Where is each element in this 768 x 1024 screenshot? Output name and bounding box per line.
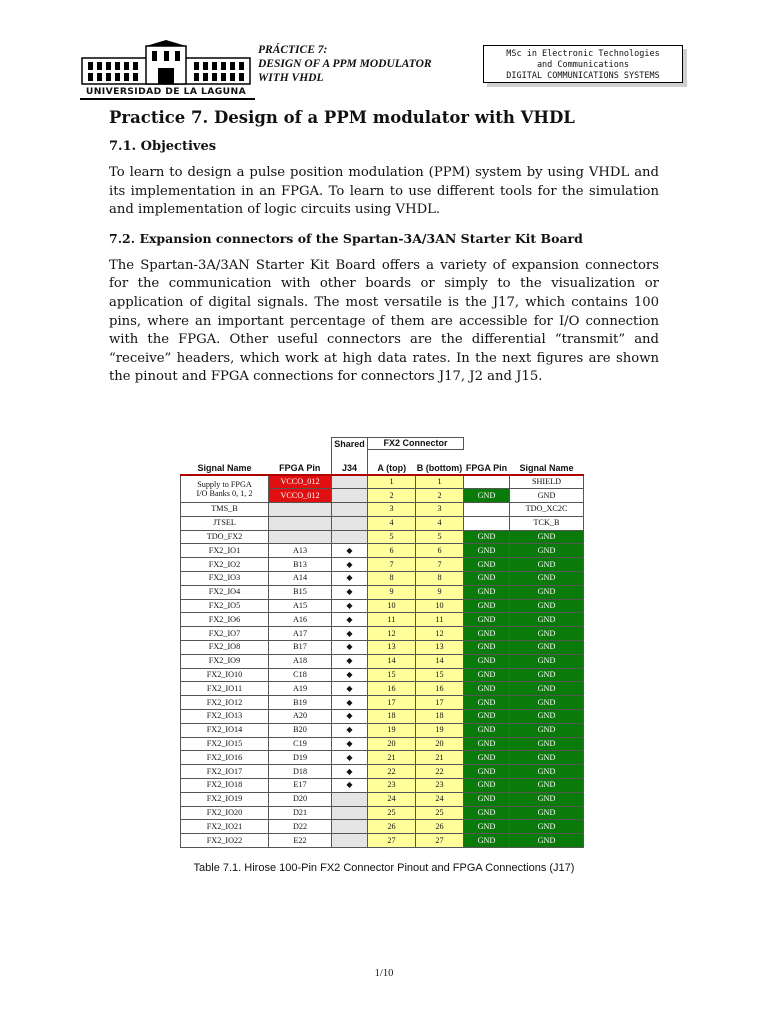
- cell-fpga-pin: A15: [269, 599, 332, 613]
- cell-fpga-pin-2: GND: [464, 820, 510, 834]
- cell-pin-a: 26: [368, 820, 416, 834]
- cell-fpga-pin: C19: [269, 737, 332, 751]
- cell-pin-a: 10: [368, 599, 416, 613]
- cell-signal-name: FX2_IO22: [181, 834, 269, 848]
- cell-pin-b: 7: [416, 558, 464, 572]
- cell-signal-name-2: GND: [510, 765, 584, 779]
- cell-pin-a: 11: [368, 613, 416, 627]
- cell-fpga-pin-2: GND: [464, 489, 510, 503]
- cell-signal-name: FX2_IO3: [181, 572, 269, 586]
- header-signal-name-2: Signal Name: [510, 450, 584, 475]
- cell-signal-name-2: GND: [510, 654, 584, 668]
- cell-signal-name: FX2_IO2: [181, 558, 269, 572]
- cell-fpga-pin-2: GND: [464, 641, 510, 655]
- course-info-box: MSc in Electronic Technologies and Communications DIGITAL COMMUNICATIONS SYSTEMS: [483, 45, 683, 83]
- cell-signal-name-2: GND: [510, 834, 584, 848]
- cell-signal-name-2: GND: [510, 489, 584, 503]
- cell-fpga-pin-2: GND: [464, 613, 510, 627]
- header-b-bottom: B (bottom): [416, 450, 464, 475]
- cell-fpga-pin: A17: [269, 627, 332, 641]
- cell-signal-name: TDO_FX2: [181, 530, 269, 544]
- cell-pin-a: 24: [368, 792, 416, 806]
- cell-pin-a: 1: [368, 475, 416, 489]
- cell-pin-b: 12: [416, 627, 464, 641]
- header-shared: Shared: [332, 438, 368, 450]
- cell-signal-name: FX2_IO19: [181, 792, 269, 806]
- cell-shared: ◆: [332, 544, 368, 558]
- cell-signal-name-2: GND: [510, 696, 584, 710]
- table-row: [181, 834, 584, 848]
- table-body: [181, 475, 584, 848]
- supply-label-line: I/O Banks 0, 1, 2: [196, 488, 253, 498]
- cell-fpga-pin: VCCO_012: [269, 475, 332, 489]
- cell-signal-name-2: GND: [510, 641, 584, 655]
- cell-shared: [332, 503, 368, 517]
- cell-fpga-pin: C18: [269, 668, 332, 682]
- cell-shared: ◆: [332, 641, 368, 655]
- cell-fpga-pin-2: GND: [464, 654, 510, 668]
- cell-signal-name-2: TDO_XC2C: [510, 503, 584, 517]
- table-caption: Table 7.1. Hirose 100-Pin FX2 Connector Pinout and FPGA Connections (J17): [193, 862, 575, 874]
- document-body: [109, 108, 659, 397]
- cell-pin-b: 2: [416, 489, 464, 503]
- cell-shared: ◆: [332, 779, 368, 793]
- page-title: Practice 7. Design of a PPM modulator with VHDL: [109, 108, 575, 127]
- cell-pin-a: 16: [368, 682, 416, 696]
- cell-pin-b: 3: [416, 503, 464, 517]
- cell-fpga-pin-2: GND: [464, 779, 510, 793]
- cell-signal-name-2: GND: [510, 806, 584, 820]
- cell-signal-name: FX2_IO12: [181, 696, 269, 710]
- cell-shared: ◆: [332, 710, 368, 724]
- table-row: [181, 654, 584, 668]
- cell-fpga-pin: A14: [269, 572, 332, 586]
- cell-fpga-pin-2: GND: [464, 558, 510, 572]
- cell-signal-name: JTSEL: [181, 516, 269, 530]
- table-row: [181, 599, 584, 613]
- cell-pin-a: 25: [368, 806, 416, 820]
- cell-pin-a: 17: [368, 696, 416, 710]
- cell-pin-b: 22: [416, 765, 464, 779]
- section-heading-expansion: 7.2. Expansion connectors of the Spartan-3A/3AN Starter Kit Board: [109, 230, 583, 246]
- header-j34: J34: [332, 450, 368, 475]
- cell-fpga-pin-2: GND: [464, 737, 510, 751]
- table-row: [181, 737, 584, 751]
- cell-pin-b: 11: [416, 613, 464, 627]
- cell-pin-b: 25: [416, 806, 464, 820]
- cell-shared: ◆: [332, 737, 368, 751]
- cell-fpga-pin: D21: [269, 806, 332, 820]
- cell-signal-name-2: GND: [510, 530, 584, 544]
- cell-shared: [332, 834, 368, 848]
- header-fx2-connector: FX2 Connector: [368, 438, 464, 450]
- cell-pin-a: 5: [368, 530, 416, 544]
- cell-pin-b: 21: [416, 751, 464, 765]
- page-header: [80, 40, 690, 100]
- cell-shared: ◆: [332, 723, 368, 737]
- cell-fpga-pin: [269, 503, 332, 517]
- cell-fpga-pin: B13: [269, 558, 332, 572]
- cell-shared: ◆: [332, 585, 368, 599]
- cell-signal-name-2: GND: [510, 668, 584, 682]
- cell-signal-name-2: GND: [510, 820, 584, 834]
- cell-signal-name: FX2_IO17: [181, 765, 269, 779]
- header-a-top: A (top): [368, 450, 416, 475]
- cell-signal-name: FX2_IO10: [181, 668, 269, 682]
- header-fpga-pin: FPGA Pin: [269, 450, 332, 475]
- cell-signal-name-2: TCK_B: [510, 516, 584, 530]
- cell-signal-name-2: GND: [510, 558, 584, 572]
- table-row: [181, 544, 584, 558]
- cell-pin-b: 1: [416, 475, 464, 489]
- cell-shared: [332, 516, 368, 530]
- cell-signal-name-2: GND: [510, 599, 584, 613]
- cell-fpga-pin: D19: [269, 751, 332, 765]
- table-row: [181, 792, 584, 806]
- cell-fpga-pin-2: GND: [464, 834, 510, 848]
- cell-pin-b: 24: [416, 792, 464, 806]
- cell-signal-name-2: GND: [510, 627, 584, 641]
- cell-signal-name: FX2_IO1: [181, 544, 269, 558]
- cell-shared: ◆: [332, 558, 368, 572]
- cell-signal-name: FX2_IO13: [181, 710, 269, 724]
- cell-signal-name-2: GND: [510, 737, 584, 751]
- cell-shared: ◆: [332, 682, 368, 696]
- cell-signal-name-2: GND: [510, 710, 584, 724]
- cell-shared: ◆: [332, 613, 368, 627]
- cell-shared: [332, 530, 368, 544]
- table-row: [181, 806, 584, 820]
- table-row: [181, 627, 584, 641]
- cell-signal-name-2: GND: [510, 572, 584, 586]
- table-row: [181, 585, 584, 599]
- header-rule: [80, 98, 255, 100]
- table-row: [181, 765, 584, 779]
- connector-table-container: [180, 437, 584, 848]
- table-row: [181, 723, 584, 737]
- practice-header-title: PRÁCTICE 7: DESIGN OF A PPM MODULATOR WITH VHDL: [258, 44, 432, 84]
- page-number: 1/10: [374, 968, 394, 979]
- cell-pin-a: 12: [368, 627, 416, 641]
- cell-pin-a: 19: [368, 723, 416, 737]
- cell-pin-a: 8: [368, 572, 416, 586]
- cell-fpga-pin: A13: [269, 544, 332, 558]
- cell-fpga-pin: E22: [269, 834, 332, 848]
- cell-fpga-pin: VCCO_012: [269, 489, 332, 503]
- table-row: [181, 503, 584, 517]
- cell-signal-name-2: SHIELD: [510, 475, 584, 489]
- cell-fpga-pin-2: GND: [464, 765, 510, 779]
- table-row: [181, 516, 584, 530]
- cell-signal-name-2: GND: [510, 585, 584, 599]
- logo-caption: UNIVERSIDAD DE LA LAGUNA: [85, 86, 247, 97]
- cell-pin-b: 23: [416, 779, 464, 793]
- header-signal-name: Signal Name: [181, 450, 269, 475]
- cell-fpga-pin-2: GND: [464, 668, 510, 682]
- table-row: [181, 710, 584, 724]
- objectives-paragraph: To learn to design a pulse position modulation (PPM) system by using VHDL and its implementation in an FPGA. To learn to use different tools for the simulation and implementation of logic circuits using VHDL.: [109, 165, 659, 218]
- building-logo-icon: [80, 40, 252, 86]
- cell-fpga-pin-2: GND: [464, 599, 510, 613]
- cell-signal-name: TMS_B: [181, 503, 269, 517]
- cell-fpga-pin-2: GND: [464, 572, 510, 586]
- cell-pin-b: 16: [416, 682, 464, 696]
- table-row: [181, 613, 584, 627]
- cell-fpga-pin: B15: [269, 585, 332, 599]
- table-row: [181, 475, 584, 489]
- cell-fpga-pin: A18: [269, 654, 332, 668]
- cell-fpga-pin-2: GND: [464, 710, 510, 724]
- table-row: [181, 751, 584, 765]
- cell-pin-b: 26: [416, 820, 464, 834]
- j17-pinout-table: [180, 437, 584, 848]
- cell-fpga-pin-2: GND: [464, 682, 510, 696]
- cell-shared: ◆: [332, 572, 368, 586]
- cell-pin-b: 17: [416, 696, 464, 710]
- cell-fpga-pin: B17: [269, 641, 332, 655]
- cell-pin-b: 19: [416, 723, 464, 737]
- cell-fpga-pin-2: [464, 503, 510, 517]
- cell-signal-name: FX2_IO18: [181, 779, 269, 793]
- table-row: [181, 572, 584, 586]
- cell-shared: ◆: [332, 599, 368, 613]
- cell-fpga-pin-2: [464, 516, 510, 530]
- cell-fpga-pin-2: GND: [464, 751, 510, 765]
- cell-shared: [332, 820, 368, 834]
- cell-pin-a: 9: [368, 585, 416, 599]
- cell-signal-name: FX2_IO20: [181, 806, 269, 820]
- table-row: [181, 696, 584, 710]
- cell-pin-a: 22: [368, 765, 416, 779]
- cell-signal-name-2: GND: [510, 792, 584, 806]
- cell-signal-name: FX2_IO14: [181, 723, 269, 737]
- cell-fpga-pin: [269, 516, 332, 530]
- cell-fpga-pin: A19: [269, 682, 332, 696]
- cell-pin-b: 8: [416, 572, 464, 586]
- cell-fpga-pin-2: GND: [464, 585, 510, 599]
- table-row: [181, 641, 584, 655]
- cell-pin-b: 4: [416, 516, 464, 530]
- cell-pin-a: 20: [368, 737, 416, 751]
- cell-pin-b: 13: [416, 641, 464, 655]
- cell-pin-a: 2: [368, 489, 416, 503]
- cell-signal-name: FX2_IO6: [181, 613, 269, 627]
- cell-fpga-pin: D22: [269, 820, 332, 834]
- cell-pin-b: 15: [416, 668, 464, 682]
- cell-fpga-pin-2: GND: [464, 806, 510, 820]
- cell-fpga-pin-2: GND: [464, 544, 510, 558]
- cell-fpga-pin: A20: [269, 710, 332, 724]
- cell-signal-name-2: GND: [510, 751, 584, 765]
- cell-pin-b: 18: [416, 710, 464, 724]
- expansion-paragraph: The Spartan-3A/3AN Starter Kit Board offers a variety of expansion connectors for the communication with other boards or simply to the visualization or application of digital signals. The most versatile is the J17, which contains 100 pins, where an important percentage of them are accessible for I/O connection with the FPGA. Other useful connectors are the differential “transmit” and “receive” headers, which work at high data rates. In the next figures are shown the pinout and FPGA connections for connectors J17, J2 and J15.: [109, 257, 659, 385]
- cell-pin-b: 14: [416, 654, 464, 668]
- cell-pin-a: 23: [368, 779, 416, 793]
- cell-pin-a: 7: [368, 558, 416, 572]
- cell-shared: ◆: [332, 751, 368, 765]
- cell-fpga-pin: B19: [269, 696, 332, 710]
- cell-fpga-pin: E17: [269, 779, 332, 793]
- cell-pin-a: 6: [368, 544, 416, 558]
- cell-signal-name: FX2_IO7: [181, 627, 269, 641]
- cell-shared: ◆: [332, 627, 368, 641]
- cell-shared: [332, 806, 368, 820]
- cell-signal-name: FX2_IO4: [181, 585, 269, 599]
- cell-fpga-pin-2: GND: [464, 530, 510, 544]
- cell-signal-name: FX2_IO11: [181, 682, 269, 696]
- cell-shared: ◆: [332, 696, 368, 710]
- cell-signal-name-2: GND: [510, 779, 584, 793]
- cell-shared: ◆: [332, 654, 368, 668]
- cell-pin-a: 14: [368, 654, 416, 668]
- table-row: [181, 530, 584, 544]
- table-row: [181, 668, 584, 682]
- cell-signal-name: FX2_IO9: [181, 654, 269, 668]
- cell-pin-b: 9: [416, 585, 464, 599]
- cell-pin-b: 10: [416, 599, 464, 613]
- cell-signal-name: FX2_IO5: [181, 599, 269, 613]
- cell-shared: ◆: [332, 765, 368, 779]
- cell-fpga-pin-2: GND: [464, 792, 510, 806]
- cell-shared: [332, 475, 368, 489]
- cell-pin-b: 20: [416, 737, 464, 751]
- cell-signal-name-2: GND: [510, 613, 584, 627]
- supply-label-line: Supply to FPGA: [197, 479, 252, 489]
- cell-shared: ◆: [332, 668, 368, 682]
- cell-fpga-pin-2: [464, 475, 510, 489]
- cell-pin-a: 13: [368, 641, 416, 655]
- cell-signal-name: FX2_IO15: [181, 737, 269, 751]
- cell-fpga-pin-2: GND: [464, 723, 510, 737]
- cell-signal-name: [181, 475, 269, 503]
- cell-shared: [332, 792, 368, 806]
- table-row: [181, 779, 584, 793]
- cell-pin-b: 5: [416, 530, 464, 544]
- cell-pin-a: 27: [368, 834, 416, 848]
- cell-fpga-pin: [269, 530, 332, 544]
- cell-fpga-pin: B20: [269, 723, 332, 737]
- cell-pin-a: 15: [368, 668, 416, 682]
- cell-pin-a: 4: [368, 516, 416, 530]
- cell-fpga-pin: A16: [269, 613, 332, 627]
- cell-signal-name-2: GND: [510, 682, 584, 696]
- cell-fpga-pin: D18: [269, 765, 332, 779]
- section-heading-objectives: 7.1. Objectives: [109, 139, 217, 154]
- cell-shared: [332, 489, 368, 503]
- cell-pin-b: 6: [416, 544, 464, 558]
- cell-signal-name: FX2_IO21: [181, 820, 269, 834]
- table-row: [181, 558, 584, 572]
- cell-fpga-pin-2: GND: [464, 696, 510, 710]
- cell-pin-b: 27: [416, 834, 464, 848]
- cell-pin-a: 3: [368, 503, 416, 517]
- cell-signal-name: FX2_IO16: [181, 751, 269, 765]
- cell-fpga-pin: D20: [269, 792, 332, 806]
- cell-signal-name-2: GND: [510, 723, 584, 737]
- table-row: [181, 820, 584, 834]
- header-fpga-pin-2: FPGA Pin: [464, 450, 510, 475]
- cell-pin-a: 18: [368, 710, 416, 724]
- cell-signal-name-2: GND: [510, 544, 584, 558]
- cell-fpga-pin-2: GND: [464, 627, 510, 641]
- table-row: [181, 682, 584, 696]
- cell-signal-name: FX2_IO8: [181, 641, 269, 655]
- cell-pin-a: 21: [368, 751, 416, 765]
